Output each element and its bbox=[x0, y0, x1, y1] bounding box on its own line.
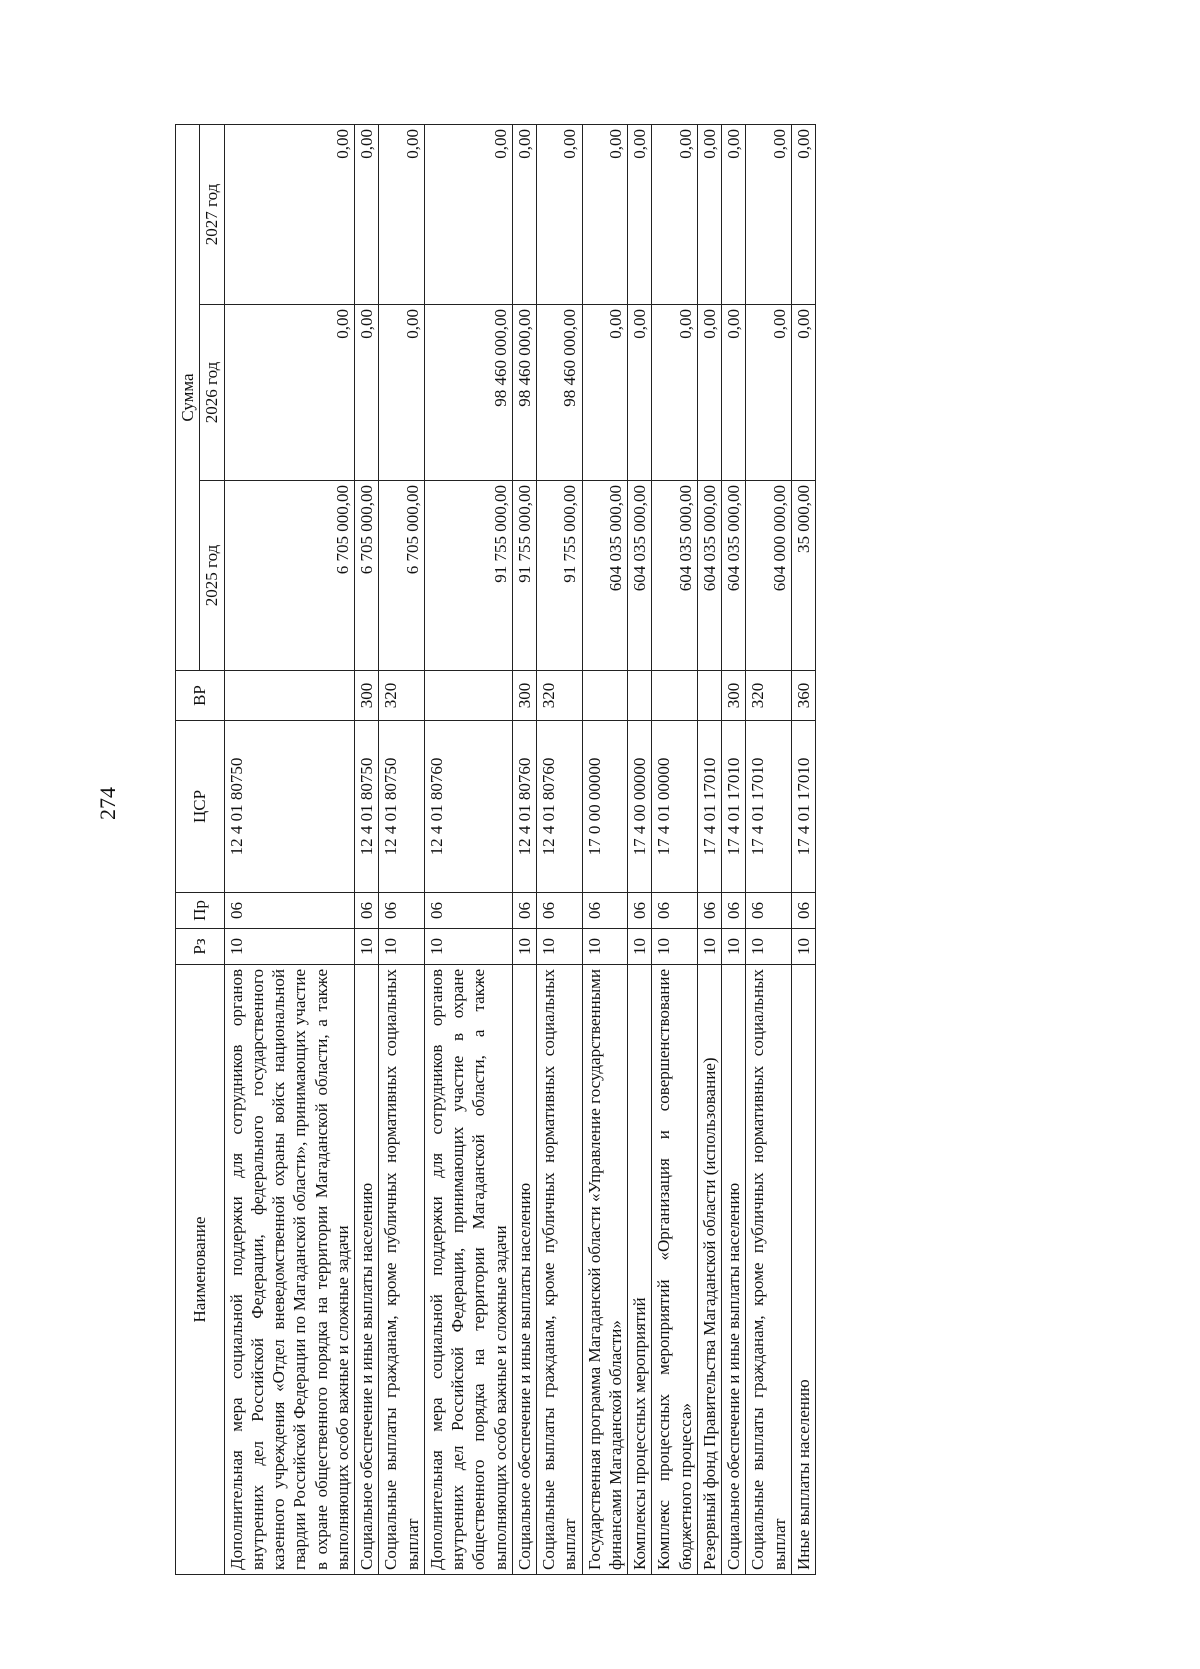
row-name: Комплексы процессных мероприятий bbox=[628, 965, 652, 1575]
row-rz: 10 bbox=[537, 929, 583, 965]
table-row bbox=[697, 125, 721, 1575]
row-name: Иные выплаты населению bbox=[791, 965, 815, 1575]
row-name: Социальные выплаты гражданам, кроме публичных нормативных социальных выплат bbox=[746, 965, 792, 1575]
row-vr: 300 bbox=[355, 671, 379, 721]
row-pr: 06 bbox=[582, 893, 628, 929]
header-2025: 2025 год bbox=[200, 481, 224, 671]
row-pr: 06 bbox=[224, 893, 355, 929]
row-csr: 17 4 01 17010 bbox=[722, 721, 746, 893]
table-row bbox=[746, 125, 792, 1575]
row-sum-2027: 0,00 bbox=[424, 125, 512, 305]
row-name: Социальное обеспечение и иные выплаты населению bbox=[512, 965, 536, 1575]
row-pr: 06 bbox=[537, 893, 583, 929]
row-csr: 12 4 01 80760 bbox=[512, 721, 536, 893]
row-pr: 06 bbox=[697, 893, 721, 929]
table-row bbox=[582, 125, 628, 1575]
row-sum-2025: 6 705 000,00 bbox=[379, 481, 425, 671]
row-vr: 320 bbox=[537, 671, 583, 721]
header-name: Наименование bbox=[176, 965, 225, 1575]
row-pr: 06 bbox=[512, 893, 536, 929]
row-sum-2026: 0,00 bbox=[224, 305, 355, 481]
table-row bbox=[537, 125, 583, 1575]
row-sum-2027: 0,00 bbox=[512, 125, 536, 305]
row-vr: 320 bbox=[379, 671, 425, 721]
row-sum-2025: 604 035 000,00 bbox=[697, 481, 721, 671]
row-csr: 17 4 00 00000 bbox=[628, 721, 652, 893]
row-sum-2026: 0,00 bbox=[746, 305, 792, 481]
header-2027: 2027 год bbox=[200, 125, 224, 305]
row-sum-2026: 0,00 bbox=[652, 305, 698, 481]
header-vr: ВР bbox=[176, 671, 225, 721]
row-sum-2026: 0,00 bbox=[722, 305, 746, 481]
row-sum-2026: 0,00 bbox=[582, 305, 628, 481]
row-sum-2027: 0,00 bbox=[628, 125, 652, 305]
row-sum-2027: 0,00 bbox=[697, 125, 721, 305]
row-rz: 10 bbox=[628, 929, 652, 965]
row-sum-2025: 6 705 000,00 bbox=[224, 481, 355, 671]
row-pr: 06 bbox=[379, 893, 425, 929]
row-csr: 12 4 01 80750 bbox=[355, 721, 379, 893]
row-sum-2026: 0,00 bbox=[628, 305, 652, 481]
row-rz: 10 bbox=[355, 929, 379, 965]
row-rz: 10 bbox=[722, 929, 746, 965]
row-sum-2026: 0,00 bbox=[355, 305, 379, 481]
row-sum-2027: 0,00 bbox=[379, 125, 425, 305]
row-csr: 17 0 00 00000 bbox=[582, 721, 628, 893]
header-csr: ЦСР bbox=[176, 721, 225, 893]
row-sum-2025: 6 705 000,00 bbox=[355, 481, 379, 671]
row-pr: 06 bbox=[628, 893, 652, 929]
row-sum-2026: 0,00 bbox=[379, 305, 425, 481]
row-csr: 12 4 01 80750 bbox=[379, 721, 425, 893]
row-rz: 10 bbox=[424, 929, 512, 965]
row-sum-2027: 0,00 bbox=[652, 125, 698, 305]
row-sum-2025: 35 000,00 bbox=[791, 481, 815, 671]
row-vr bbox=[697, 671, 721, 721]
row-pr: 06 bbox=[355, 893, 379, 929]
row-csr: 17 4 01 00000 bbox=[652, 721, 698, 893]
row-rz: 10 bbox=[379, 929, 425, 965]
row-sum-2025: 91 755 000,00 bbox=[512, 481, 536, 671]
table-row bbox=[628, 125, 652, 1575]
row-sum-2025: 91 755 000,00 bbox=[424, 481, 512, 671]
row-name: Резервный фонд Правительства Магаданской области (использование) bbox=[697, 965, 721, 1575]
table-row bbox=[722, 125, 746, 1575]
row-csr: 12 4 01 80760 bbox=[537, 721, 583, 893]
row-sum-2025: 604 035 000,00 bbox=[722, 481, 746, 671]
header-2026: 2026 год bbox=[200, 305, 224, 481]
page-number: 274 bbox=[95, 787, 120, 820]
row-vr bbox=[652, 671, 698, 721]
row-vr: 300 bbox=[722, 671, 746, 721]
row-csr: 12 4 01 80760 bbox=[424, 721, 512, 893]
row-sum-2027: 0,00 bbox=[537, 125, 583, 305]
row-sum-2025: 91 755 000,00 bbox=[537, 481, 583, 671]
row-sum-2026: 98 460 000,00 bbox=[512, 305, 536, 481]
row-vr bbox=[424, 671, 512, 721]
rotated-table-container bbox=[175, 125, 1035, 1575]
table-row bbox=[355, 125, 379, 1575]
row-sum-2027: 0,00 bbox=[722, 125, 746, 305]
row-vr bbox=[582, 671, 628, 721]
row-pr: 06 bbox=[791, 893, 815, 929]
row-name: Комплекс процессных мероприятий «Организация и совершенствование бюджетного процесса» bbox=[652, 965, 698, 1575]
row-vr bbox=[224, 671, 355, 721]
header-sum: Сумма bbox=[176, 125, 200, 671]
row-rz: 10 bbox=[224, 929, 355, 965]
row-csr: 12 4 01 80750 bbox=[224, 721, 355, 893]
row-rz: 10 bbox=[697, 929, 721, 965]
row-name: Социальное обеспечение и иные выплаты населению bbox=[722, 965, 746, 1575]
header-rz: Рз bbox=[176, 929, 225, 965]
row-name: Социальное обеспечение и иные выплаты населению bbox=[355, 965, 379, 1575]
table-row bbox=[512, 125, 536, 1575]
row-name: Государственная программа Магаданской области «Управление государственными финансами Магаданской области» bbox=[582, 965, 628, 1575]
row-pr: 06 bbox=[424, 893, 512, 929]
row-sum-2027: 0,00 bbox=[791, 125, 815, 305]
row-name: Дополнительная мера социальной поддержки для сотрудников органов внутренних дел Российской Федерации, федерального государственного казенного учреждения «Отдел вневедомственной охраны войск национальной гвардии Российской Федерации по Магаданской области», принимающих участие в охране общественного порядка на территории Магаданской области, а также выполняющих особо важные и сложные задачи bbox=[224, 965, 355, 1575]
table-row bbox=[791, 125, 815, 1575]
table-row bbox=[224, 125, 355, 1575]
table-row bbox=[379, 125, 425, 1575]
row-sum-2027: 0,00 bbox=[746, 125, 792, 305]
row-sum-2025: 604 035 000,00 bbox=[628, 481, 652, 671]
row-rz: 10 bbox=[652, 929, 698, 965]
row-sum-2027: 0,00 bbox=[355, 125, 379, 305]
row-sum-2025: 604 035 000,00 bbox=[652, 481, 698, 671]
row-pr: 06 bbox=[722, 893, 746, 929]
row-sum-2027: 0,00 bbox=[582, 125, 628, 305]
table-row bbox=[424, 125, 512, 1575]
table-row bbox=[652, 125, 698, 1575]
row-csr: 17 4 01 17010 bbox=[746, 721, 792, 893]
row-name: Социальные выплаты гражданам, кроме публичных нормативных социальных выплат bbox=[537, 965, 583, 1575]
row-sum-2026: 98 460 000,00 bbox=[537, 305, 583, 481]
row-sum-2025: 604 000 000,00 bbox=[746, 481, 792, 671]
row-rz: 10 bbox=[512, 929, 536, 965]
row-rz: 10 bbox=[746, 929, 792, 965]
row-name: Социальные выплаты гражданам, кроме публичных нормативных социальных выплат bbox=[379, 965, 425, 1575]
row-rz: 10 bbox=[791, 929, 815, 965]
header-row-top bbox=[176, 125, 200, 1575]
header-pr: Пр bbox=[176, 893, 225, 929]
row-vr: 360 bbox=[791, 671, 815, 721]
row-vr: 300 bbox=[512, 671, 536, 721]
row-name: Дополнительная мера социальной поддержки для сотрудников органов внутренних дел Российской Федерации, принимающих участие в охране общественного порядка на территории Магаданской области, а также выполняющих особо важные и сложные задачи bbox=[424, 965, 512, 1575]
budget-table bbox=[175, 124, 816, 1575]
row-sum-2025: 604 035 000,00 bbox=[582, 481, 628, 671]
row-vr bbox=[628, 671, 652, 721]
row-sum-2027: 0,00 bbox=[224, 125, 355, 305]
row-csr: 17 4 01 17010 bbox=[791, 721, 815, 893]
row-csr: 17 4 01 17010 bbox=[697, 721, 721, 893]
row-pr: 06 bbox=[652, 893, 698, 929]
row-sum-2026: 0,00 bbox=[791, 305, 815, 481]
row-rz: 10 bbox=[582, 929, 628, 965]
table-body bbox=[224, 125, 816, 1575]
row-sum-2026: 0,00 bbox=[697, 305, 721, 481]
row-pr: 06 bbox=[746, 893, 792, 929]
row-sum-2026: 98 460 000,00 bbox=[424, 305, 512, 481]
row-vr: 320 bbox=[746, 671, 792, 721]
